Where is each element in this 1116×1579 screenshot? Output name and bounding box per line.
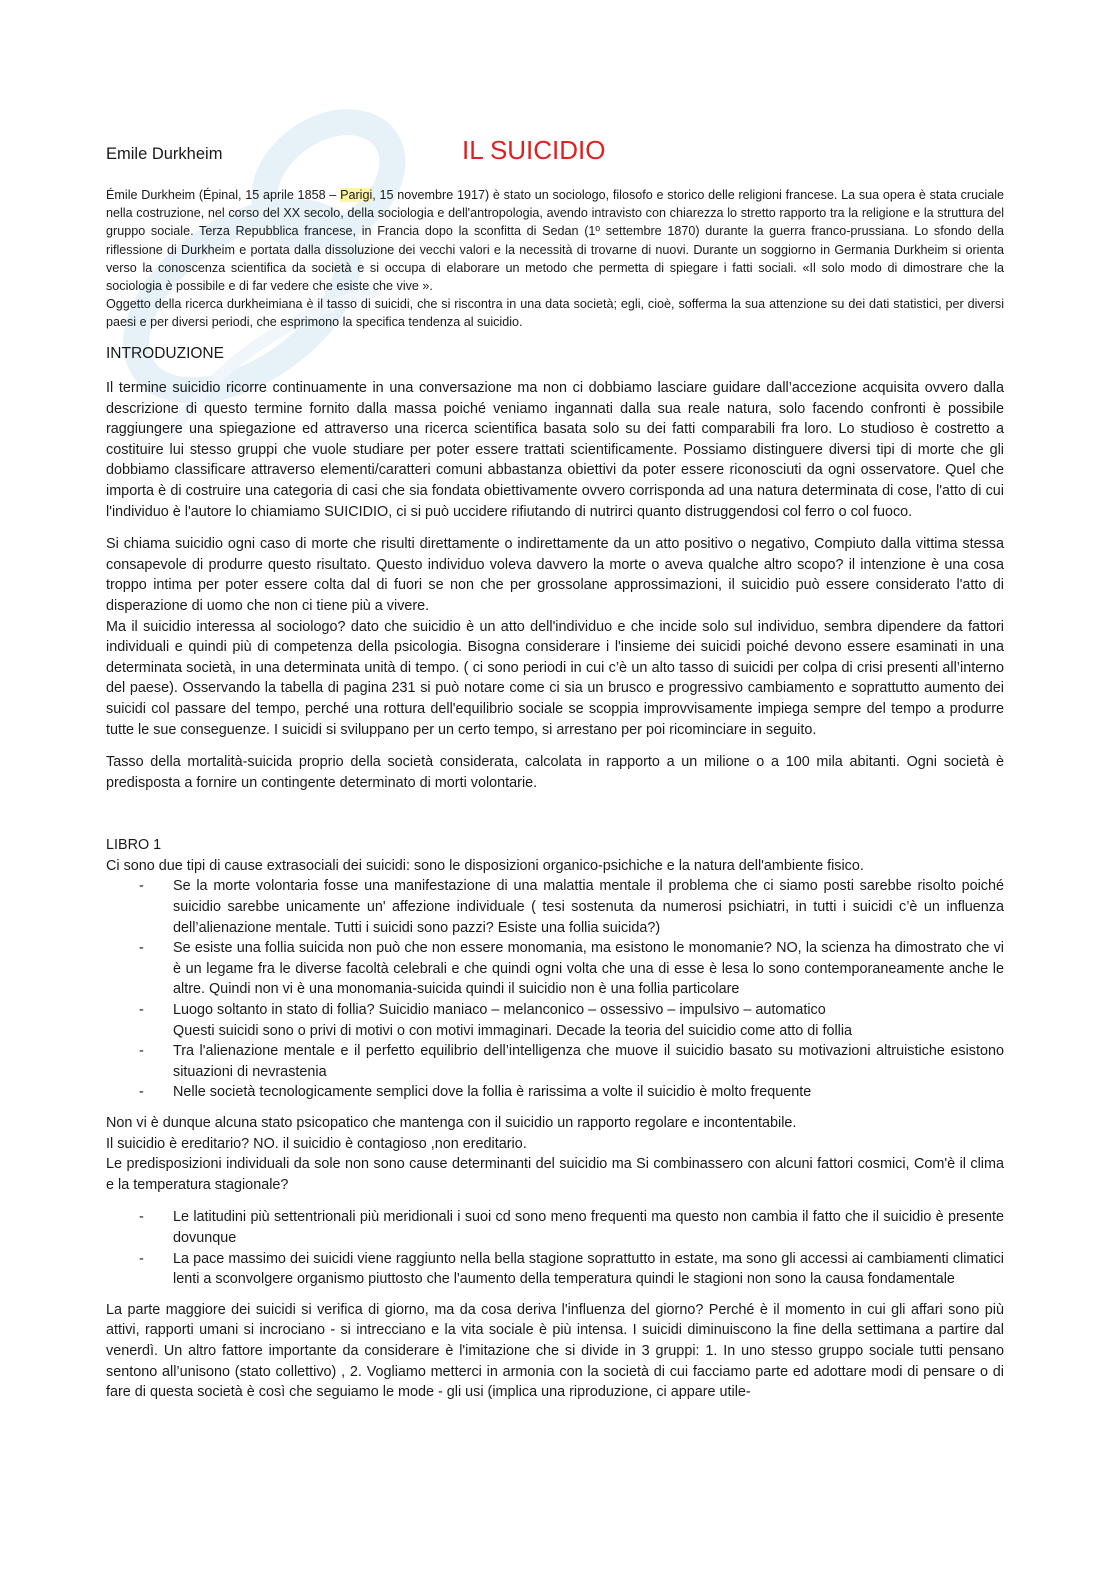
libro1-heading: LIBRO 1: [106, 837, 162, 854]
document-body: [106, 378, 1004, 1415]
list-item-text: Le latitudini più settentrionali più meridionali i suoi cd sono meno frequenti ma questo non cambia il fatto che il suicidio è presente dovunque: [173, 1209, 1004, 1246]
intro-paragraph-2: Si chiama suicidio ogni caso di morte che risulti direttamente o indirettamente da un atto positivo o negativo, Compiuto dalla vittima stessa consapevole di produrre questo risultato. Questo individuo voleva davvero la morte o aveva qualche altro scopo? il intenzione è una cosa troppo intima per poter essere colta dal di fuori se non che per grossolane approssimazioni, il suicidio può essere considerato l'atto di disperazione di uomo che non ci tiene più a vivere.: [106, 536, 1004, 614]
document-header: [106, 133, 1004, 173]
libro1-after-3: Le predisposizioni individuali da sole non sono cause determinanti del suicidio ma Si combinassero con alcuni fattori cosmici, Com'è il clima e la temperatura stagionale?: [106, 1156, 1004, 1193]
section-gap: [106, 805, 1004, 835]
bio-highlight: Parigi: [340, 188, 373, 202]
list-item-text: Tra l'alienazione mentale e il perfetto equilibrio dell’intelligenza che muove il suicidio basato su motivazioni altruistiche esistono situazioni di nevrastenia: [173, 1043, 1004, 1080]
intro-paragraph-3: Ma il suicidio interessa al sociologo? dato che suicidio è un atto dell'individuo e che incide solo sul individuo, sembra dipendere da fattori individuali e quindi più di competenza della psicologia. Bisogna considerare i l'insieme dei suicidi poiché devono essere esaminati in una determinata società, in una determinata unità di tempo. ( ci sono periodi in cui c’è un alto tasso di suicidi per colpa di crisi presenti all’interno del paese). Osservando la tabella di pagina 231 si può notare come ci sia un brusco e progressivo cambiamento e soprattutto aumento dei suicidi col passare del tempo, perché una rottura dell'equilibrio sociale se scoppia improvvisamente impiega sempre del tempo a produrre tutte le sue conseguenze. I suicidi si sviluppano per un certo tempo, si arrestano per poi ricominciare in seguito.: [106, 618, 1004, 738]
list-item: [106, 1041, 1004, 1082]
dash-bullet: -: [139, 1250, 144, 1267]
dash-bullet: -: [139, 1084, 144, 1101]
biography-paragraph: [106, 186, 1004, 332]
intro-paragraph-4: Tasso della mortalità-suicida proprio della società considerata, calcolata in rapporto a un milione o a 100 mila abitanti. Ogni società è predisposta a fornire un contingente determinato di morti volontarie.: [106, 754, 1004, 791]
dash-bullet: -: [139, 940, 144, 957]
list-item: [106, 1000, 1004, 1041]
dash-bullet: -: [139, 1209, 144, 1226]
list-item-continuation: Questi suicidi sono o privi di motivi o con motivi immaginari. Decade la teoria del suicidio come atto di follia: [173, 1022, 853, 1039]
list-item: [106, 1249, 1004, 1290]
causes-list: [106, 876, 1004, 1103]
author-name: Emile Durkheim: [106, 145, 223, 163]
bio-text-1: Émile Durkheim (Épinal, 15 aprile 1858 –: [106, 188, 341, 202]
list-item: [106, 938, 1004, 1000]
libro1-lead: Ci sono due tipi di cause extrasociali dei suicidi: sono le disposizioni organico-psichiche e la natura dell'ambiente fisico.: [106, 857, 864, 874]
list-item-text: Se esiste una follia suicida non può che non essere monomania, ma esistono le monomanie? NO, la scienza ha dimostrato che vi è un legame fra le diverse facoltà celebrali e che quindi ogni volta che una di esse è lesa lo sono contemporaneamente anche le altre. Quindi non vi è una monomania-suicida quindi il suicidio non è una follia particolare: [173, 940, 1004, 998]
bio-text-2: , 15 novembre 1917) è stato un sociologo, filosofo e storico delle religioni francese. La sua opera è stata cruciale nella costruzione, nel corso del XX secolo, della sociologia e dell'antropologia, avendo intravisto con chiarezza lo stretto rapporto tra la religione e la struttura del gruppo sociale. Terza Repubblica francese, in Francia dopo la sconfitta di Sedan (1º settembre 1870) durante la guerra franco-prussiana. Lo sfondo della riflessione di Durkheim e portata dalla dissoluzione dei vecchi valori e la necessità di trovarne di nuovi. Durante un soggiorno in Germania Durkheim si orienta verso la conoscenza scientifica da società e si occupa di elaborare un metodo che permetta di spiegare i fatti sociali. «Il solo modo di dimostrare che la sociologia è possibile e di far vedere che esiste che vive ».: [106, 188, 1005, 294]
libro1-after-1: Non vi è dunque alcuna stato psicopatico che mantenga con il suicidio un rapporto regolare e incontentabile.: [106, 1115, 797, 1131]
intro-heading: INTRODUZIONE: [106, 345, 224, 362]
climate-list: [106, 1207, 1004, 1289]
dash-bullet: -: [139, 1043, 144, 1060]
dash-bullet: -: [139, 878, 144, 895]
list-item: [106, 876, 1004, 938]
bio-text-3: Oggetto della ricerca durkheimiana è il tasso di suicidi, che si riscontra in una data società; egli, cioè, sofferma la sua attenzione su dei dati statistici, per diversi paesi e per diversi periodi, che esprimono la specifica tendenza al suicidio.: [106, 297, 1004, 330]
list-item: [106, 1082, 1004, 1103]
libro1-after-2: Il suicidio è ereditario? NO. il suicidio è contagioso ,non ereditario.: [106, 1135, 527, 1152]
list-item-text: Se la morte volontaria fosse una manifestazione di una malattia mentale il problema che ci siamo posti sarebbe risolto poiché suicidio sarebbe unicamente un' affezione individuale ( tesi sostenuta da numerosi psichiatri, in tutti i suicidi c’è un influenza dell’alienazione mentale. Tutti i suicidi sono pazzi? Esiste una follia suicida?): [173, 878, 1004, 936]
list-item: [106, 1207, 1004, 1248]
intro-paragraph-1: Il termine suicidio ricorre continuamente in una conversazione ma non ci dobbiamo lasciare guidare dall’accezione acquisita ovvero dalla descrizione di questo termine fornito dalla massa poiché veniamo ingannati dalla sua reale natura, solo facendo confronti è possibile raggiungere una spiegazione ed attraverso una ricerca scientifica basata solo su dei fatti comparabili fra loro. Lo studioso è costretto a costituire lui stesso gruppi che vuole studiare per poter essere trattati scientificamente. Possiamo distinguere diversi tipi di morte che gli dobbiamo classificare attraverso elementi/caratteri comuni abbastanza obiettivi da poter essere riconosciuti da ogni osservatore. Quel che importa è di costruire una categoria di casi che sia fondata obiettivamente ovvero corrisponda ad una natura determinata di cose, l'atto di cui l'individuo è l'autore lo chiamiamo SUICIDIO, ci si può uccidere rifiutando di nutrirci quanto distruggendosi col ferro o col fuoco.: [106, 380, 1004, 520]
list-item-text: Nelle società tecnologicamente semplici dove la follia è rarissima a volte il suicidio è molto frequente: [173, 1084, 812, 1101]
list-item-text: La pace massimo dei suicidi viene raggiunto nella bella stagione soprattutto in estate, ma sono gli accessi ai cambiamenti climatici lenti a sconvolgere organismo piuttosto che l'aumento della temperatura quindi le stagioni non sono la causa fondamentale: [173, 1250, 1004, 1288]
document-title: IL SUICIDIO: [462, 135, 606, 165]
dash-bullet: -: [139, 1002, 144, 1019]
list-item-text: Luogo soltanto in stato di follia? Suicidio maniaco – melanconico – ossessivo – impulsivo – automatico: [173, 1002, 826, 1019]
libro1-final-paragraph: La parte maggiore dei suicidi si verifica di giorno, ma da cosa deriva l'influenza del giorno? Perché è il momento in cui gli affari sono più attivi, rapporti umani si incrociano - si intrecciano e la vita sociale è più intensa. I suicidi diminuiscono la fine della settimana a partire dal venerdì. Un altro fattore importante da considerare è l'imitazione che si divide in 3 gruppi: 1. In uno stesso gruppo sociale tutti pensano sentono all’unisono (stato collettivo) , 2. Vogliamo metterci in armonia con la società di cui facciamo parte ed adottare modi di pensare o di fare di questa società è così che seguiamo le mode - gli usi (implica una riproduzione, ci appare utile-: [106, 1301, 1004, 1401]
